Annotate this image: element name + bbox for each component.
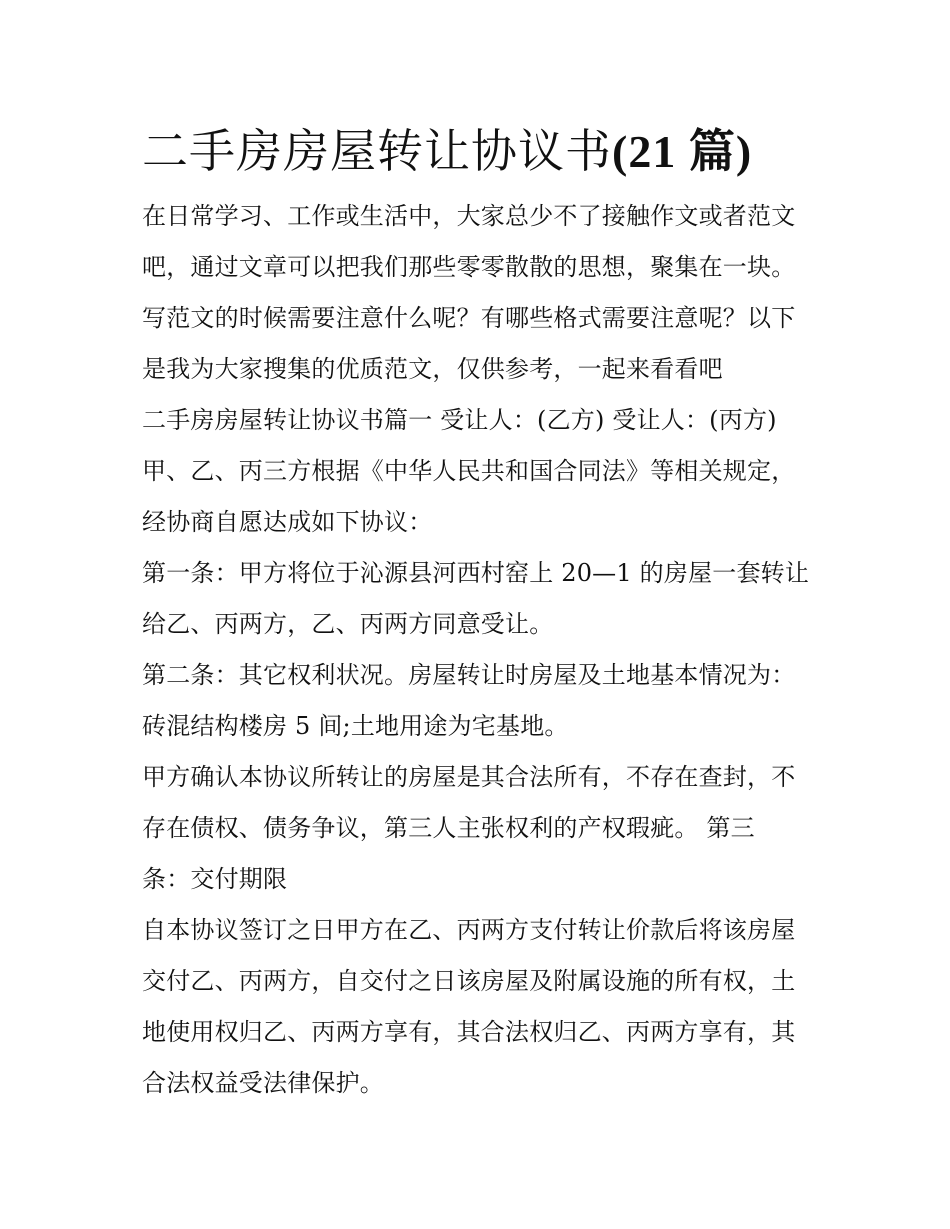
body-line: 存在债权、债务争议，第三人主张权利的产权瑕疵。 第三 [142, 814, 755, 842]
title-suffix: (21 篇) [612, 126, 753, 177]
body-line: 条：交付期限 [142, 865, 288, 893]
body-line: 经协商自愿达成如下协议： [142, 508, 433, 536]
body-line: 写范文的时候需要注意什么呢？有哪些格式需要注意呢？以下 [142, 304, 796, 332]
title-main: 二手房房屋转让协议书 [142, 124, 612, 178]
body-line: 第二条：其它权利状况。房屋转让时房屋及土地基本情况为： [142, 661, 796, 689]
body-line: 吧，通过文章可以把我们那些零零散散的思想，聚集在一块。 [142, 253, 796, 281]
body-line: 甲、乙、丙三方根据《中华人民共和国合同法》等相关规定， [142, 457, 796, 485]
body-line: 砖混结构楼房 5 间;土地用途为宅基地。 [142, 712, 569, 740]
body-line: 甲方确认本协议所转让的房屋是其合法所有，不存在查封，不 [142, 763, 796, 791]
body-line: 二手房房屋转让协议书篇一 受让人：(乙方) 受让人：(丙方) [142, 406, 777, 434]
body-line: 在日常学习、工作或生活中，大家总少不了接触作文或者范文 [142, 202, 796, 230]
body-line: 交付乙、丙两方，自交付之日该房屋及附属设施的所有权，土 [142, 967, 796, 995]
body-line: 是我为大家搜集的优质范文，仅供参考，一起来看看吧 [142, 355, 723, 383]
body-line: 给乙、丙两方，乙、丙两方同意受让。 [142, 610, 554, 638]
body-line: 第一条：甲方将位于沁源县河西村窑上 20—1 的房屋一套转让 [142, 559, 810, 587]
body-line: 地使用权归乙、丙两方享有，其合法权归乙、丙两方享有，其 [142, 1018, 796, 1046]
body-line: 合法权益受法律保护。 [142, 1069, 384, 1097]
document-title [142, 118, 818, 185]
document-page [142, 118, 818, 1109]
body-line: 自本协议签订之日甲方在乙、丙两方支付转让价款后将该房屋 [142, 916, 796, 944]
document-body [142, 191, 818, 1109]
